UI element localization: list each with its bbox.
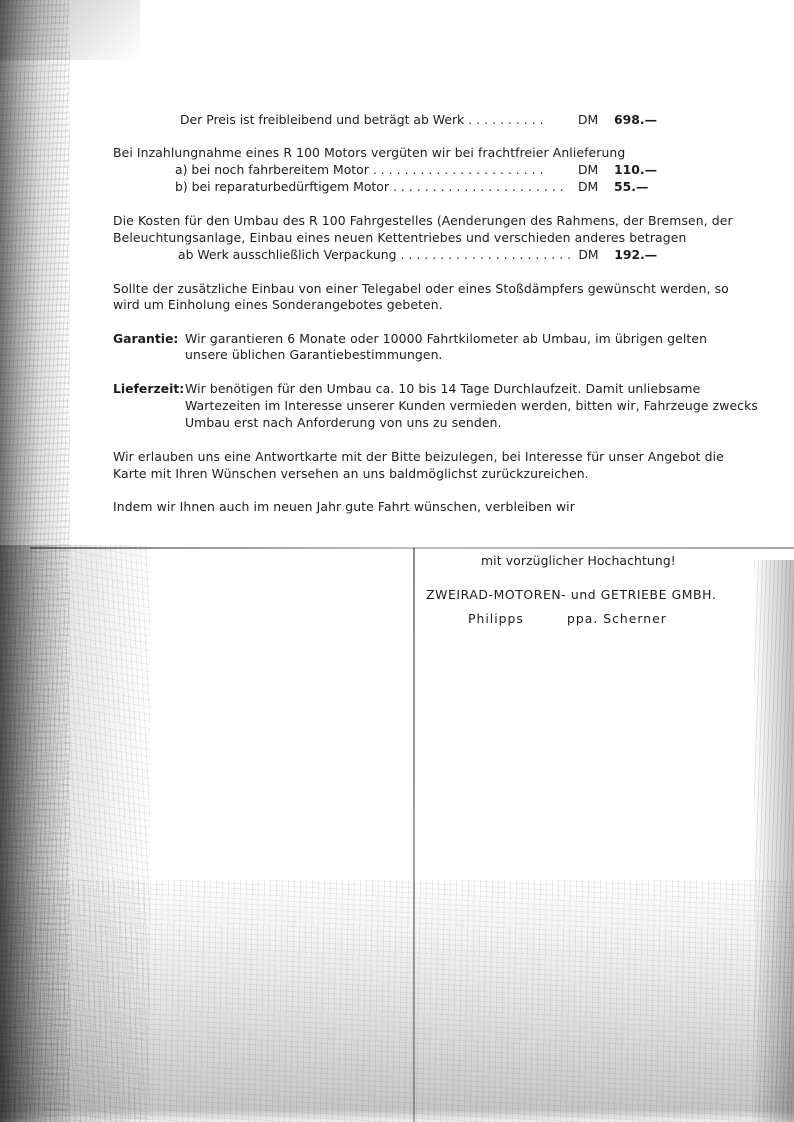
- trade-in-item-text: a) bei noch fahrbereitem Motor: [175, 162, 369, 177]
- scan-noise-top: [0, 0, 140, 60]
- price-text: Der Preis ist freibleibend und beträgt ab Werk: [180, 112, 465, 127]
- leader-dots: ......................: [392, 179, 568, 194]
- signatory-philipps: Philipps: [468, 611, 524, 626]
- guarantee-line-1: Wir garantieren 6 Monate oder 10000 Fahrtkilometer ab Umbau, im übrigen gelten: [185, 331, 708, 346]
- conversion-currency: DM: [578, 247, 599, 262]
- trade-in-amount: 110.—: [614, 162, 657, 177]
- company-name: ZWEIRAD-MOTOREN- und GETRIEBE GMBH.: [426, 587, 717, 602]
- closing-sentence: Indem wir Ihnen auch im neuen Jahr gute Fahrt wünschen, verbleiben wir: [113, 499, 575, 514]
- delivery-line-3: Umbau erst nach Anforderung von uns zu senden.: [185, 415, 502, 430]
- special-offer-line-1: Sollte der zusätzliche Einbau von einer Telegabel oder eines Stoßdämpfers gewünscht werden, so: [113, 281, 729, 296]
- scan-noise-right: [754, 560, 794, 1122]
- guarantee-label: Garantie:: [113, 331, 179, 346]
- trade-in-intro: Bei Inzahlungnahme eines R 100 Motors vergüten wir bei frachtfreier Anlieferung: [113, 145, 626, 160]
- delivery-line-1: Wir benötigen für den Umbau ca. 10 bis 14 Tage Durchlaufzeit. Damit unliebsame: [185, 381, 701, 396]
- conversion-total-line: [178, 247, 670, 263]
- leader-dots: ......................: [372, 162, 548, 177]
- delivery-line-2: Wartezeiten im Interesse unserer Kunden vermieden werden, bitten wir, Fahrzeuge zwecks: [185, 398, 758, 413]
- fold-line-vertical: [413, 548, 415, 1122]
- leader-dots: ..........: [468, 112, 548, 127]
- conversion-line-3: ab Werk ausschließlich Verpackung: [178, 247, 397, 262]
- price-currency: DM: [578, 112, 599, 127]
- leader-dots: ......................: [400, 247, 576, 262]
- greeting: mit vorzüglicher Hochachtung!: [481, 553, 676, 568]
- reply-card-line-1: Wir erlauben uns eine Antwortkarte mit der Bitte beizulegen, bei Interesse für unser Angebot die: [113, 449, 724, 464]
- trade-in-item-a: [175, 162, 670, 178]
- special-offer-line-2: wird um Einholung eines Sonderangebotes gebeten.: [113, 297, 443, 312]
- reply-card-line-2: Karte mit Ihren Wünschen versehen an uns baldmöglichst zurückzureichen.: [113, 466, 589, 481]
- price-amount: 698.—: [614, 112, 657, 127]
- delivery-label: Lieferzeit:: [113, 381, 185, 396]
- signatory-scherner: ppa. Scherner: [567, 611, 667, 626]
- scan-noise-bottom: [0, 880, 794, 1122]
- conversion-line-1: Die Kosten für den Umbau des R 100 Fahrgestelles (Aenderungen des Rahmens, der Bremsen, der: [113, 213, 733, 228]
- trade-in-currency: DM: [578, 179, 599, 194]
- fold-line-horizontal: [30, 547, 794, 549]
- conversion-amount: 192.—: [614, 247, 658, 262]
- trade-in-item-b: [175, 179, 670, 195]
- trade-in-item-text: b) bei reparaturbedürftigem Motor: [175, 179, 389, 194]
- price-line: [180, 112, 670, 128]
- trade-in-amount: 55.—: [614, 179, 649, 194]
- trade-in-currency: DM: [578, 162, 599, 177]
- guarantee-line-2: unsere üblichen Garantiebestimmungen.: [185, 347, 443, 362]
- conversion-line-2: Beleuchtungsanlage, Einbau eines neuen Kettentriebes und verschieden anderes betragen: [113, 230, 687, 245]
